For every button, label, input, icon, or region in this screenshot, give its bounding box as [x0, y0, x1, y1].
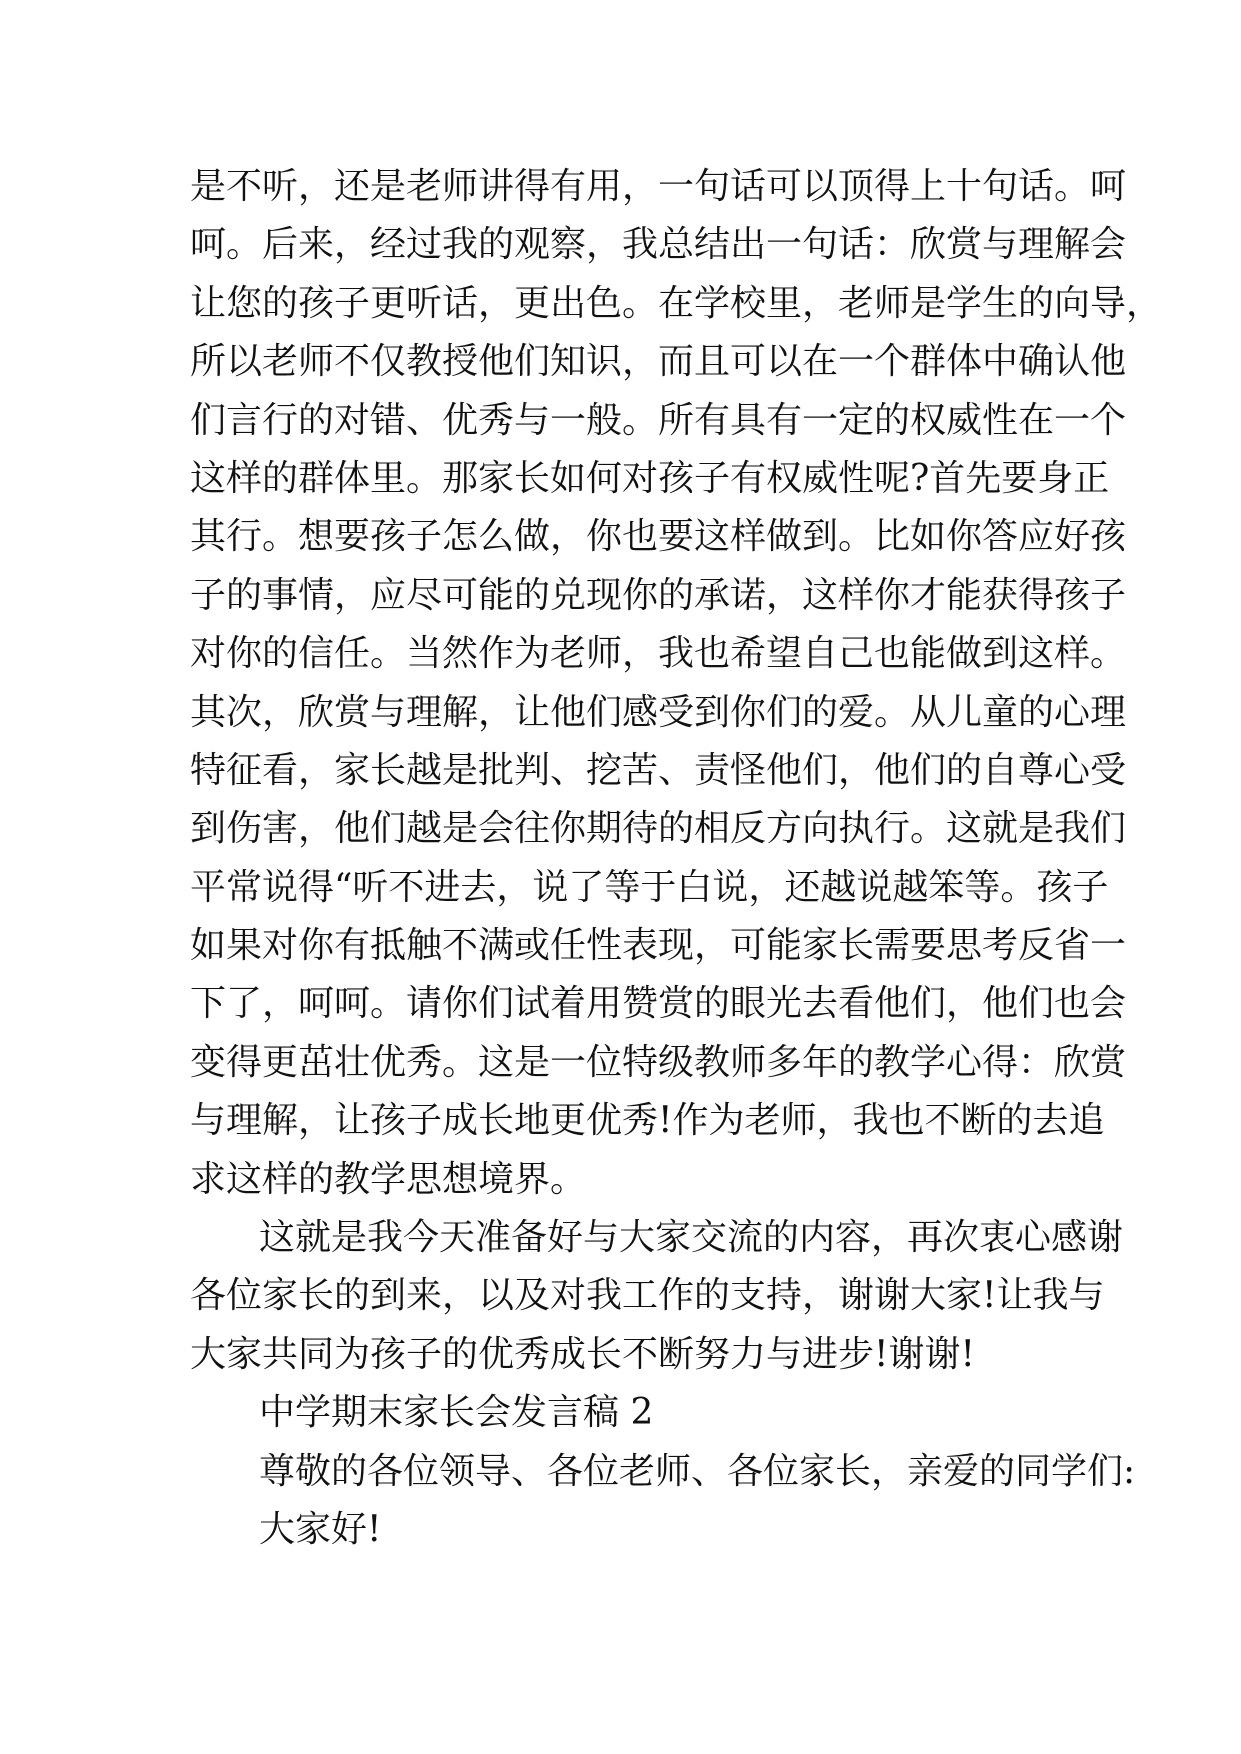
text-line: 到伤害，他们越是会往你期待的相反方向执行。这就是我们	[190, 808, 1127, 850]
text-line: 这样的群体里。那家长如何对孩子有权威性呢?首先要身正	[190, 457, 1110, 499]
text-line: 呵。后来，经过我的观察，我总结出一句话：欣赏与理解会	[190, 224, 1127, 266]
text-line: 如果对你有抵触不满或任性表现，可能家长需要思考反省一	[190, 925, 1127, 967]
salutation-line: 尊敬的各位领导、各位老师、各位家长，亲爱的同学们:	[259, 1450, 1136, 1492]
text-line: 特征看，家长越是批判、挖苦、责怪他们，他们的自尊心受	[190, 749, 1127, 791]
text-line: 下了，呵呵。请你们试着用赞赏的眼光去看他们，他们也会	[190, 983, 1127, 1025]
paragraph-1	[190, 158, 1163, 1209]
text-line: 这就是我今天准备好与大家交流的内容，再次衷心感谢	[259, 1217, 1124, 1259]
text-line: 求这样的教学思想境界。	[190, 1158, 587, 1200]
text-line: 各位家长的到来，以及对我工作的支持，谢谢大家!让我与	[190, 1275, 1105, 1317]
text-line: 们言行的对错、优秀与一般。所有具有一定的权威性在一个	[190, 399, 1127, 441]
text-line: 是不听，还是老师讲得有用，一句话可以顶得上十句话。呵	[190, 166, 1127, 207]
text-line: 大家共同为孩子的优秀成长不断努力与进步!谢谢!	[190, 1333, 975, 1375]
greeting-line: 大家好!	[259, 1508, 382, 1550]
section-heading: 中学期末家长会发言稿 2	[259, 1392, 654, 1434]
text-line: 与理解，让孩子成长地更优秀!作为老师，我也不断的去追	[190, 1100, 1105, 1142]
text-line: 平常说得“听不进去，说了等于白说，还越说越笨等。孩子	[190, 866, 1109, 908]
paragraph-2	[190, 1209, 1124, 1384]
text-line: 让您的孩子更听话，更出色。在学校里，老师是学生的向导，	[190, 282, 1163, 324]
text-line: 其次，欣赏与理解，让他们感受到你们的爱。从儿童的心理	[190, 691, 1127, 733]
text-line: 其行。想要孩子怎么做，你也要这样做到。比如你答应好孩	[190, 516, 1127, 558]
text-line: 所以老师不仅教授他们知识，而且可以在一个群体中确认他	[190, 341, 1127, 383]
text-line: 变得更茁壮优秀。这是一位特级教师多年的教学心得：欣赏	[190, 1041, 1127, 1083]
text-line: 子的事情，应尽可能的兑现你的承诺，这样你才能获得孩子	[190, 574, 1127, 616]
document-body	[190, 158, 1163, 1559]
text-line: 对你的信任。当然作为老师，我也希望自己也能做到这样。	[190, 633, 1127, 675]
